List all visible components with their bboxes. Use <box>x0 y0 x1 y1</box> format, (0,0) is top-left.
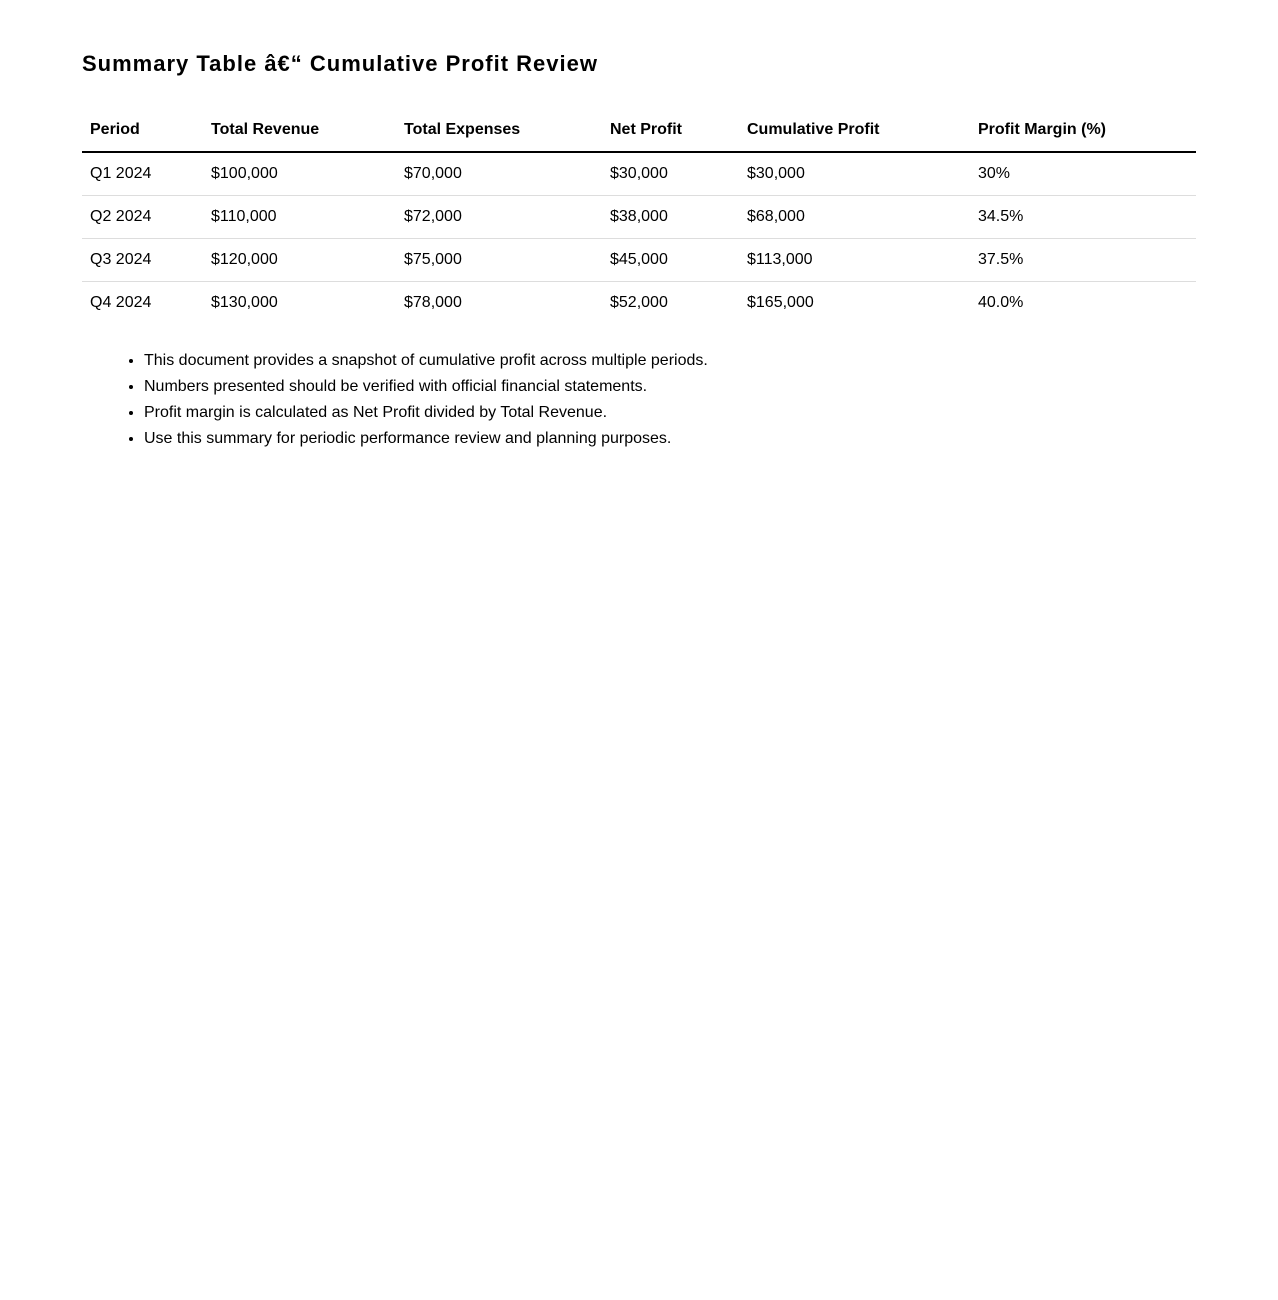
cell-net-profit: $38,000 <box>602 196 739 239</box>
cell-total-revenue: $110,000 <box>203 196 396 239</box>
cell-cumulative-profit: $30,000 <box>739 152 970 196</box>
page-title: Summary Table â€“ Cumulative Profit Review <box>82 51 598 76</box>
document-page <box>82 0 1196 452</box>
profit-summary-table <box>82 109 1196 324</box>
cell-period: Q3 2024 <box>82 239 203 282</box>
table-header-row <box>82 109 1196 152</box>
table-row <box>82 282 1196 325</box>
cell-profit-margin: 34.5% <box>970 196 1196 239</box>
cell-net-profit: $52,000 <box>610 294 668 311</box>
list-item: • This document provides a snapshot of cumulative profit across multiple periods. <box>144 348 1196 374</box>
header-net-profit: Net Profit <box>602 109 739 152</box>
header-total-expenses: Total Expenses <box>396 109 602 152</box>
cell-total-expenses: $70,000 <box>396 152 602 196</box>
cell-total-revenue: $100,000 <box>203 152 396 196</box>
table-row <box>82 239 1196 282</box>
header-cumulative-profit: Cumulative Profit <box>739 109 970 152</box>
cell-cumulative-profit: $68,000 <box>739 196 970 239</box>
cell-period: Q4 2024 <box>90 294 152 311</box>
table-row <box>82 152 1196 196</box>
cell-total-expenses: $78,000 <box>404 294 462 311</box>
cell-total-revenue: $130,000 <box>211 294 278 311</box>
cell-profit-margin: 37.5% <box>970 239 1196 282</box>
notes-list <box>82 348 1196 452</box>
cell-total-revenue: $120,000 <box>203 239 396 282</box>
table-row <box>82 196 1196 239</box>
cell-period: Q2 2024 <box>82 196 203 239</box>
cell-net-profit: $30,000 <box>602 152 739 196</box>
list-item: • Profit margin is calculated as Net Profit divided by Total Revenue. <box>144 400 1196 426</box>
header-profit-margin: Profit Margin (%) <box>970 109 1196 152</box>
list-item: • Numbers presented should be verified with official financial statements. <box>144 374 1196 400</box>
cell-total-expenses: $72,000 <box>396 196 602 239</box>
header-total-revenue: Total Revenue <box>203 109 396 152</box>
cell-net-profit: $45,000 <box>602 239 739 282</box>
header-period: Period <box>82 109 203 152</box>
cell-total-expenses: $75,000 <box>396 239 602 282</box>
cell-cumulative-profit: $113,000 <box>739 239 970 282</box>
cell-cumulative-profit: $165,000 <box>747 294 814 311</box>
cell-profit-margin: 30% <box>970 152 1196 196</box>
cell-profit-margin: 40.0% <box>978 294 1024 311</box>
list-item: • Use this summary for periodic performance review and planning purposes. <box>144 426 1196 452</box>
cell-period: Q1 2024 <box>82 152 203 196</box>
